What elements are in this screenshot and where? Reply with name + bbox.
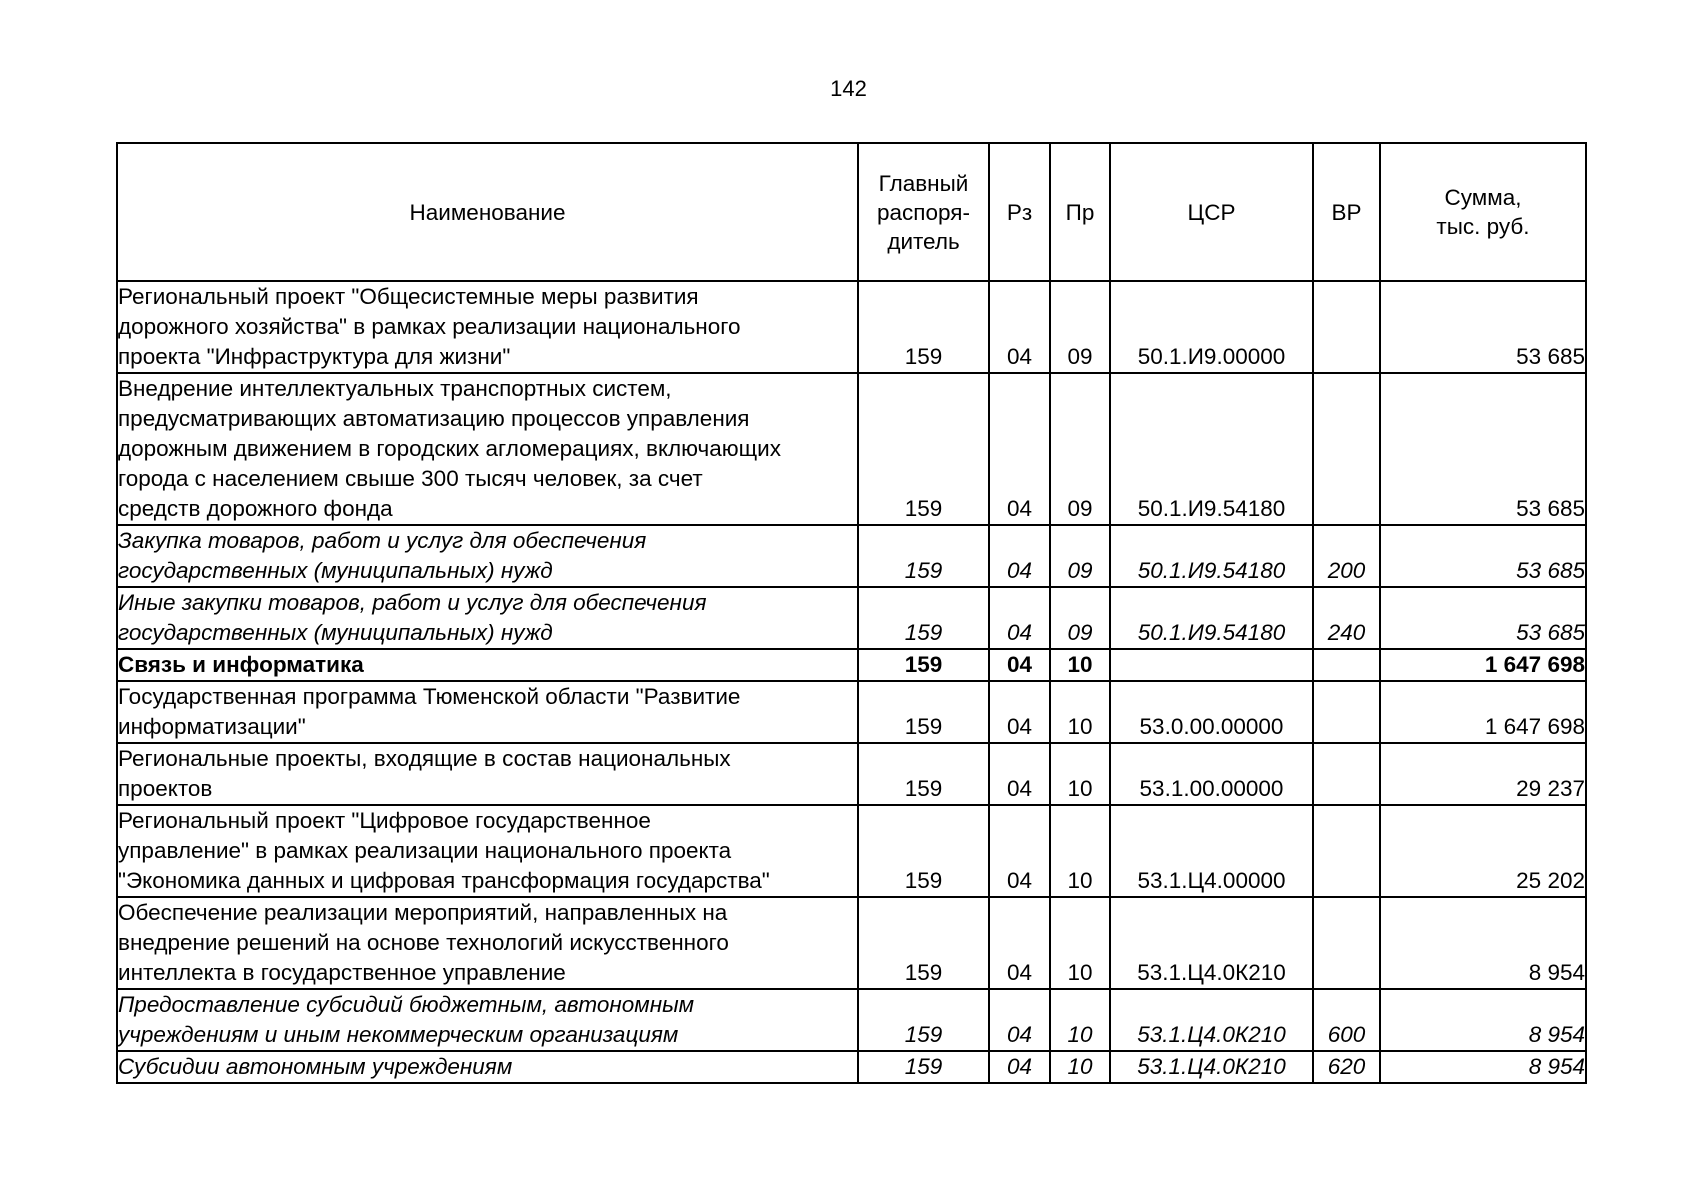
budget-table (116, 142, 1587, 1084)
cell-name: Внедрение интеллектуальных транспортных систем, предусматривающих автоматизацию процессов управления дорожным движением в городских агломерациях, включающих города с населением свыше 300 тысяч человек, за счет средств дорожного фонда (117, 373, 858, 525)
cell-rz: 04 (989, 989, 1050, 1051)
cell-csr: 53.1.Ц4.00000 (1110, 805, 1313, 897)
cell-rz: 04 (989, 681, 1050, 743)
cell-csr: 50.1.И9.54180 (1110, 587, 1313, 649)
cell-name: Региональные проекты, входящие в состав национальных проектов (117, 743, 858, 805)
cell-rz: 04 (989, 587, 1050, 649)
cell-vr: 620 (1313, 1051, 1380, 1083)
header-vr: ВР (1313, 143, 1380, 281)
table-row (117, 525, 1586, 587)
cell-grbs: 159 (858, 525, 989, 587)
cell-vr (1313, 805, 1380, 897)
cell-name: Субсидии автономным учреждениям (117, 1051, 858, 1083)
table-header (117, 143, 1586, 281)
cell-csr: 50.1.И9.00000 (1110, 281, 1313, 373)
cell-rz: 04 (989, 1051, 1050, 1083)
cell-pr: 10 (1050, 649, 1110, 681)
cell-name: Закупка товаров, работ и услуг для обеспечения государственных (муниципальных) нужд (117, 525, 858, 587)
header-grbs: Главный распоря- дитель (858, 143, 989, 281)
cell-csr: 53.0.00.00000 (1110, 681, 1313, 743)
cell-csr: 50.1.И9.54180 (1110, 525, 1313, 587)
table-row (117, 743, 1586, 805)
cell-rz: 04 (989, 743, 1050, 805)
header-rz: Рз (989, 143, 1050, 281)
cell-grbs: 159 (858, 649, 989, 681)
cell-name: Региональный проект "Общесистемные меры развития дорожного хозяйства" в рамках реализации национального проекта "Инфраструктура для жизни" (117, 281, 858, 373)
page-number: 142 (830, 76, 867, 101)
cell-grbs: 159 (858, 743, 989, 805)
cell-csr: 53.1.Ц4.0К210 (1110, 1051, 1313, 1083)
cell-rz: 04 (989, 525, 1050, 587)
cell-rz: 04 (989, 373, 1050, 525)
cell-name: Предоставление субсидий бюджетным, автономным учреждениям и иным некоммерческим организациям (117, 989, 858, 1051)
cell-pr: 09 (1050, 525, 1110, 587)
cell-sum: 8 954 (1380, 989, 1586, 1051)
cell-csr: 50.1.И9.54180 (1110, 373, 1313, 525)
cell-pr: 10 (1050, 805, 1110, 897)
cell-vr: 240 (1313, 587, 1380, 649)
cell-name: Региональный проект "Цифровое государственное управление" в рамках реализации национального проекта "Экономика данных и цифровая трансформация государства" (117, 805, 858, 897)
cell-grbs: 159 (858, 587, 989, 649)
table-row (117, 805, 1586, 897)
cell-name: Иные закупки товаров, работ и услуг для обеспечения государственных (муниципальных) нужд (117, 587, 858, 649)
cell-rz: 04 (989, 897, 1050, 989)
table-row (117, 373, 1586, 525)
header-sum: Сумма, тыс. руб. (1380, 143, 1586, 281)
cell-grbs: 159 (858, 897, 989, 989)
cell-rz: 04 (989, 281, 1050, 373)
cell-pr: 09 (1050, 587, 1110, 649)
header-name: Наименование (117, 143, 858, 281)
cell-vr (1313, 743, 1380, 805)
cell-sum: 53 685 (1380, 373, 1586, 525)
cell-sum: 8 954 (1380, 1051, 1586, 1083)
cell-vr (1313, 649, 1380, 681)
table-row (117, 587, 1586, 649)
cell-grbs: 159 (858, 1051, 989, 1083)
cell-pr: 10 (1050, 1051, 1110, 1083)
cell-grbs: 159 (858, 373, 989, 525)
table-row (117, 1051, 1586, 1083)
cell-grbs: 159 (858, 681, 989, 743)
table-row (117, 649, 1586, 681)
cell-sum: 29 237 (1380, 743, 1586, 805)
table-body (117, 281, 1586, 1083)
cell-name: Обеспечение реализации мероприятий, направленных на внедрение решений на основе технологий искусственного интеллекта в государственное управление (117, 897, 858, 989)
cell-vr (1313, 281, 1380, 373)
cell-vr: 200 (1313, 525, 1380, 587)
cell-pr: 09 (1050, 373, 1110, 525)
cell-vr: 600 (1313, 989, 1380, 1051)
cell-pr: 10 (1050, 681, 1110, 743)
cell-grbs: 159 (858, 989, 989, 1051)
table-row (117, 897, 1586, 989)
header-pr: Пр (1050, 143, 1110, 281)
cell-csr: 53.1.00.00000 (1110, 743, 1313, 805)
cell-pr: 10 (1050, 989, 1110, 1051)
cell-sum: 53 685 (1380, 281, 1586, 373)
cell-sum: 8 954 (1380, 897, 1586, 989)
cell-vr (1313, 681, 1380, 743)
cell-vr (1313, 897, 1380, 989)
cell-csr (1110, 649, 1313, 681)
cell-name: Связь и информатика (117, 649, 858, 681)
cell-rz: 04 (989, 805, 1050, 897)
cell-pr: 09 (1050, 281, 1110, 373)
cell-sum: 1 647 698 (1380, 681, 1586, 743)
cell-name: Государственная программа Тюменской области "Развитие информатизации" (117, 681, 858, 743)
cell-pr: 10 (1050, 743, 1110, 805)
table-row (117, 989, 1586, 1051)
cell-csr: 53.1.Ц4.0К210 (1110, 897, 1313, 989)
cell-sum: 53 685 (1380, 587, 1586, 649)
table-row (117, 281, 1586, 373)
cell-sum: 1 647 698 (1380, 649, 1586, 681)
header-csr: ЦСР (1110, 143, 1313, 281)
cell-rz: 04 (989, 649, 1050, 681)
cell-grbs: 159 (858, 281, 989, 373)
cell-grbs: 159 (858, 805, 989, 897)
cell-csr: 53.1.Ц4.0К210 (1110, 989, 1313, 1051)
cell-vr (1313, 373, 1380, 525)
cell-pr: 10 (1050, 897, 1110, 989)
table-row (117, 681, 1586, 743)
cell-sum: 25 202 (1380, 805, 1586, 897)
cell-sum: 53 685 (1380, 525, 1586, 587)
